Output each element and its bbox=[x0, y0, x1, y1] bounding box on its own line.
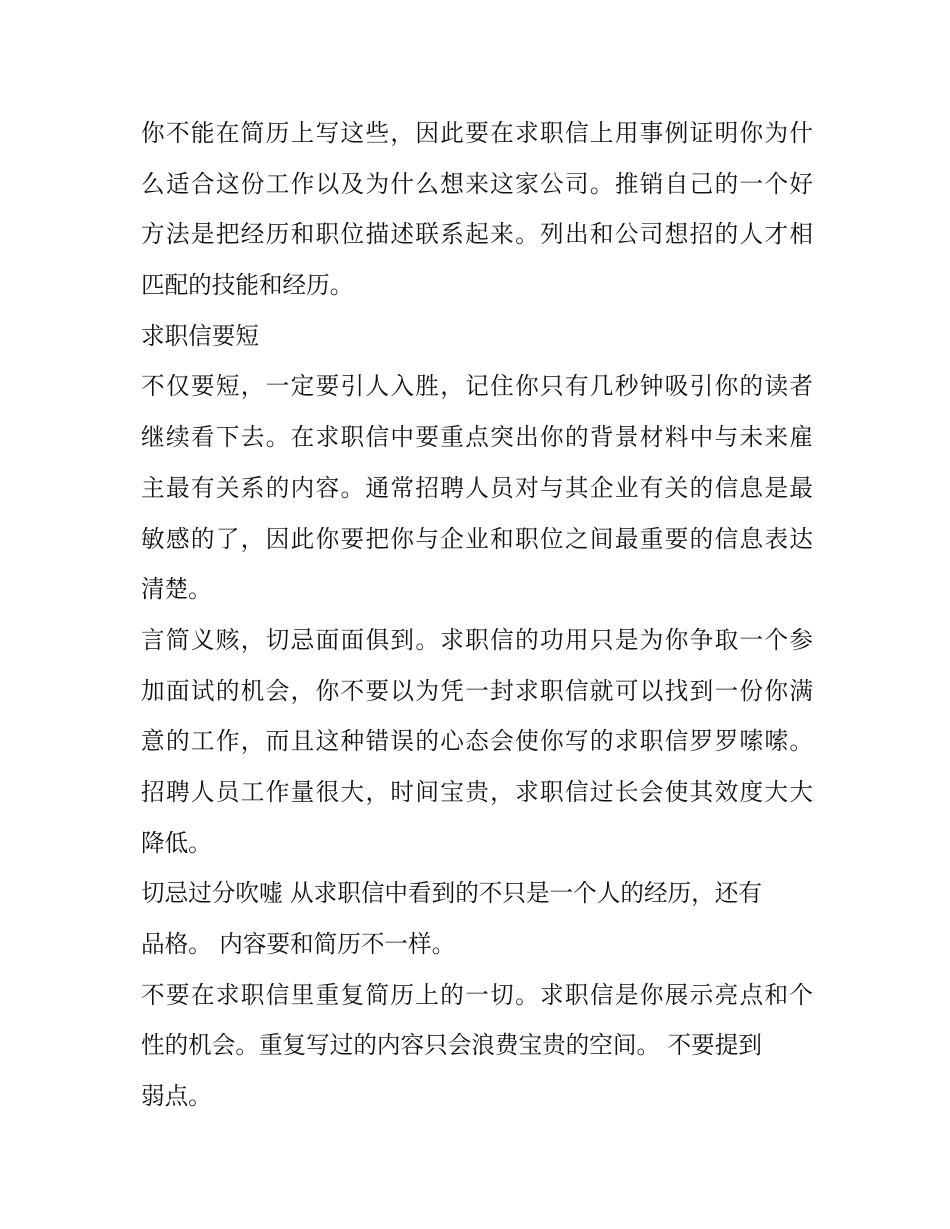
text-line: 弱点。 bbox=[141, 1082, 212, 1111]
text-line: 招聘人员工作量很大，时间宝贵，求职信过长会使其效度大大 bbox=[141, 777, 813, 806]
text-line: 你不能在简历上写这些，因此要在求职信上用事例证明你为什 bbox=[141, 119, 813, 147]
text-line: 继续看下去。在求职信中要重点突出你的背景材料中与未来雇 bbox=[141, 423, 813, 452]
text-line: 敏感的了，因此你要把你与企业和职位之间最重要的信息表达 bbox=[141, 524, 813, 553]
text-line: 意的工作，而且这种错误的心态会使你写的求职信罗罗嗦嗦。 bbox=[141, 727, 813, 756]
text-line: 方法是把经历和职位描述联系起来。列出和公司想招的人才相 bbox=[141, 220, 813, 249]
text-line: 加面试的机会，你不要以为凭一封求职信就可以找到一份你满 bbox=[141, 676, 813, 705]
text-line: 性的机会。重复写过的内容只会浪费宝贵的空间。 不要提到 bbox=[141, 1031, 762, 1060]
section-heading: 求职信要短 bbox=[141, 321, 259, 350]
text-line: 不仅要短，一定要引人入胜，记住你只有几秒钟吸引你的读者 bbox=[141, 372, 813, 401]
text-line: 清楚。 bbox=[141, 575, 212, 604]
text-line: 言简义赅，切忌面面俱到。求职信的功用只是为你争取一个参 bbox=[141, 625, 813, 654]
text-line: 切忌过分吹嘘 从求职信中看到的不只是一个人的经历，还有 bbox=[141, 879, 762, 908]
text-line: 匹配的技能和经历。 bbox=[141, 271, 354, 300]
document-page bbox=[141, 108, 813, 1122]
text-line: 品格。 内容要和简历不一样。 bbox=[141, 930, 456, 958]
text-line: 降低。 bbox=[141, 828, 212, 857]
text-line: 不要在求职信里重复简历上的一切。求职信是你展示亮点和个 bbox=[141, 980, 813, 1009]
text-line: 么适合这份工作以及为什么想来这家公司。推销自己的一个好 bbox=[141, 169, 813, 198]
text-line: 主最有关系的内容。通常招聘人员对与其企业有关的信息是最 bbox=[141, 473, 813, 502]
